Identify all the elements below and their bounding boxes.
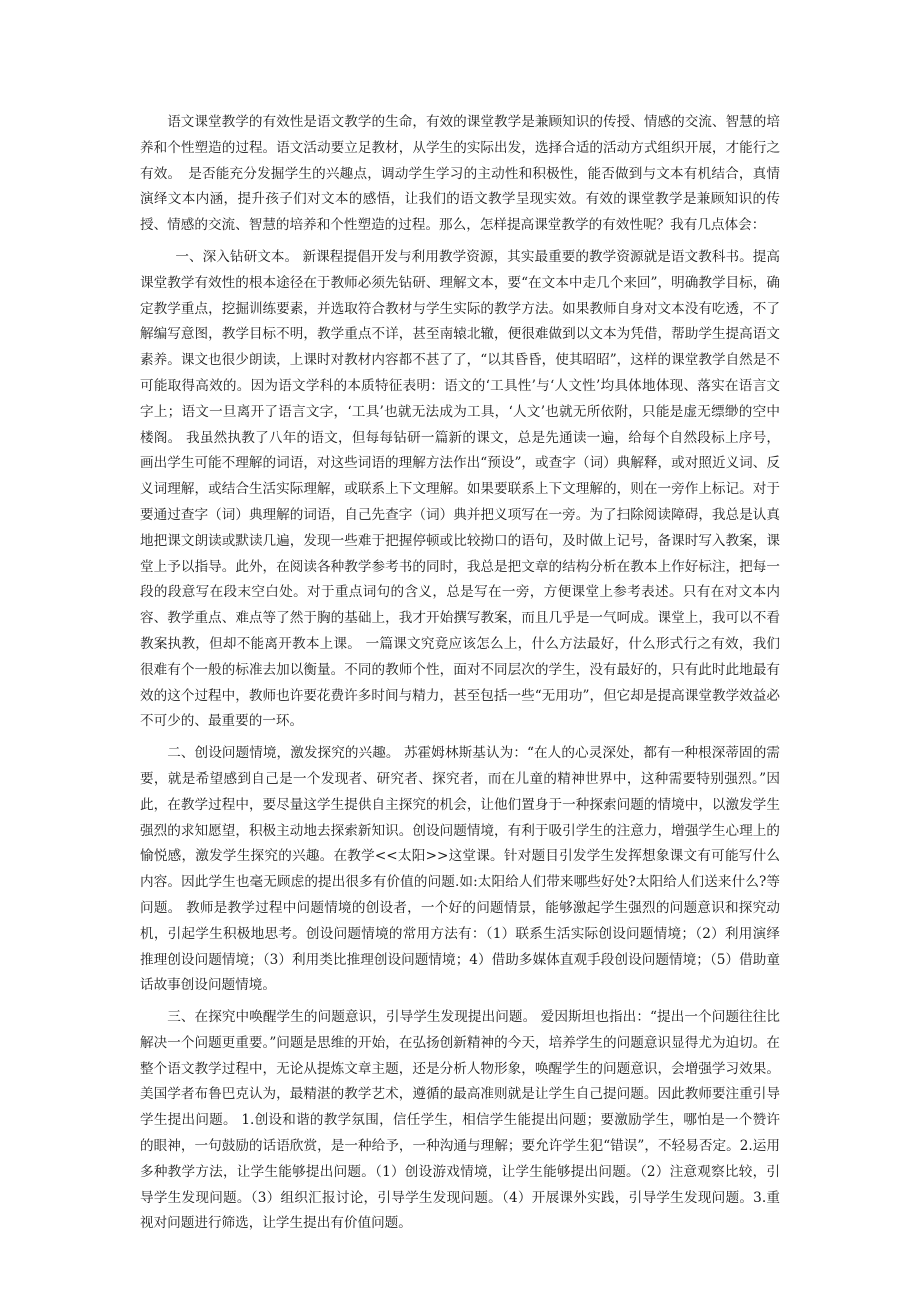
intro-paragraph: 语文课堂教学的有效性是语文教学的生命，有效的课堂教学是兼顾知识的传授、情感的交流、智慧的培养和个性塑造的过程。语文活动要立足教材，从学生的实际出发，选择合适的活动方式组织开展，才能行之有效。 是否能充分发掘学生的兴趣点，调动学生学习的主动性和积极性，能否做到与文本有机结合，真情演绎文本内涵，提升孩子们对文本的感悟，让我们的语文教学呈现实效。有效的课堂教学是兼顾知识的传授、情感的交流、智慧的培养和个性塑造的过程。那么，怎样提高课堂教学的有效性呢？我有几点体会： (140, 114, 780, 234)
section-2-paragraph: 二、创设问题情境，激发探究的兴趣。 苏霍姆林斯基认为：“在人的心灵深处，都有一种根深蒂固的需要，就是希望感到自己是一个发现者、研究者、探究者，而在儿童的精神世界中，这种需要特别强烈。”因此，在教学过程中，要尽量这学生提供自主探究的机会，让他们置身于一种探索问题的情境中，以激发学生强烈的求知愿望，积极主动地去探索新知识。创设问题情境，有利于吸引学生的注意力，增强学生心理上的愉悦感，激发学生探究的兴趣。在教学<<太阳>>这堂课。针对题目引发学生发挥想象课文有可能写什么内容。因此学生也毫无顾虑的提出很多有价值的问题.如:太阳给人们带来哪些好处?太阳给人们送来什么?等问题。 教师是教学过程中问题情境的创设者，一个好的问题情景，能够激起学生强烈的问题意识和探究动机，引起学生积极地思考。创设问题情境的常用方法有：（1）联系生活实际创设问题情境；（2）利用演绎推理创设问题情境；（3）利用类比推理创设问题情境；4）借助多媒体直观手段创设问题情境；（5）借助童话故事创设问题情境。 (140, 745, 780, 994)
section-3-paragraph: 三、在探究中唤醒学生的问题意识，引导学生发现提出问题。 爱因斯坦也指出：“提出一个问题往往比解决一个问题更重要。”问题是思维的开始，在弘扬创新精神的今天，培养学生的问题意识显得尤为迫切。在整个语文教学过程中，无论从提炼文章主题，还是分析人物形象，唤醒学生的问题意识，会增强学习效果。美国学者布鲁巴克认为，最精湛的教学艺术，遵循的最高准则就是让学生自己提问题。因此教师要注重引导学生提出问题。 1.创设和谐的教学氛围，信任学生，相信学生能提出问题；要激励学生，哪怕是一个赞许的眼神，一句鼓励的话语欣赏，是一种给予，一种沟通与理解；要允许学生犯“错误”，不轻易否定。2.运用多种教学方法，让学生能够提出问题。（1）创设游戏情境，让学生能够提出问题。（2）注意观察比较，引导学生发现问题。（3）组织汇报讨论，引导学生发现问题。（4）开展课外实践，引导学生发现问题。3.重视对问题进行筛选，让学生提出有价值问题。 (140, 1009, 780, 1232)
document-page (140, 110, 780, 1243)
section-1-paragraph: 一、深入钻研文本。 新课程提倡开发与利用教学资源，其实最重要的教学资源就是语文教科书。提高课堂教学有效性的根本途径在于教师必须先钻研、理解文本，要“在文本中走几个来回”，明确教学目标，确定教学重点，挖掘训练要素，并选取符合教材与学生实际的教学方法。如果教师自身对文本没有吃透，不了解编写意图，教学目标不明，教学重点不详，甚至南辕北辙，便很难做到以文本为凭借，帮助学生提高语文素养。课文也很少朗读，上课时对教材内容都不甚了了，“以其昏昏，使其昭昭”，这样的课堂教学自然是不可能取得高效的。因为语文学科的本质特征表明：语文的‘工具性’与‘人文性’均具体地体现、落实在语言文字上；语文一旦离开了语言文字，‘工具’也就无法成为工具，‘人文’也就无所依附，只能是虚无缥缈的空中楼阁。 我虽然执教了八年的语文，但每每钻研一篇新的课文，总是先通读一遍，给每个自然段标上序号，画出学生可能不理解的词语，对这些词语的理解方法作出“预设”，或查字（词）典解释，或对照近义词、反义词理解，或结合生活实际理解，或联系上下文理解。如果要联系上下文理解的，则在一旁作上标记。对于要通过查字（词）典理解的词语，自己先查字（词）典并把义项写在一旁。为了扫除阅读障碍，我总是认真地把课文朗读或默读几遍，发现一些难于把握停顿或比较拗口的语句，及时做上记号，备课时写入教案，课堂上予以指导。此外，在阅读各种教学参考书的同时，我总是把文章的结构分析在教本上作好标注，把每一段的段意写在段末空白处。对于重点词句的含义，总是写在一旁，方便课堂上参考表述。只有在对文本内容、教学重点、难点等了然于胸的基础上，我才开始撰写教案，而且几乎是一气呵成。课堂上，我可以不看教案执教，但却不能离开教本上课。 一篇课文究竟应该怎么上，什么方法最好，什么形式行之有效，我们很难有个一般的标准去加以衡量。不同的教师个性，面对不同层次的学生，没有最好的，只有此时此地最有效的这个过程中，教师也许要花费许多时间与精力，甚至包括一些“无用功”，但它却是提高课堂教学效益必不可少的、最重要的一环。 (140, 248, 780, 730)
